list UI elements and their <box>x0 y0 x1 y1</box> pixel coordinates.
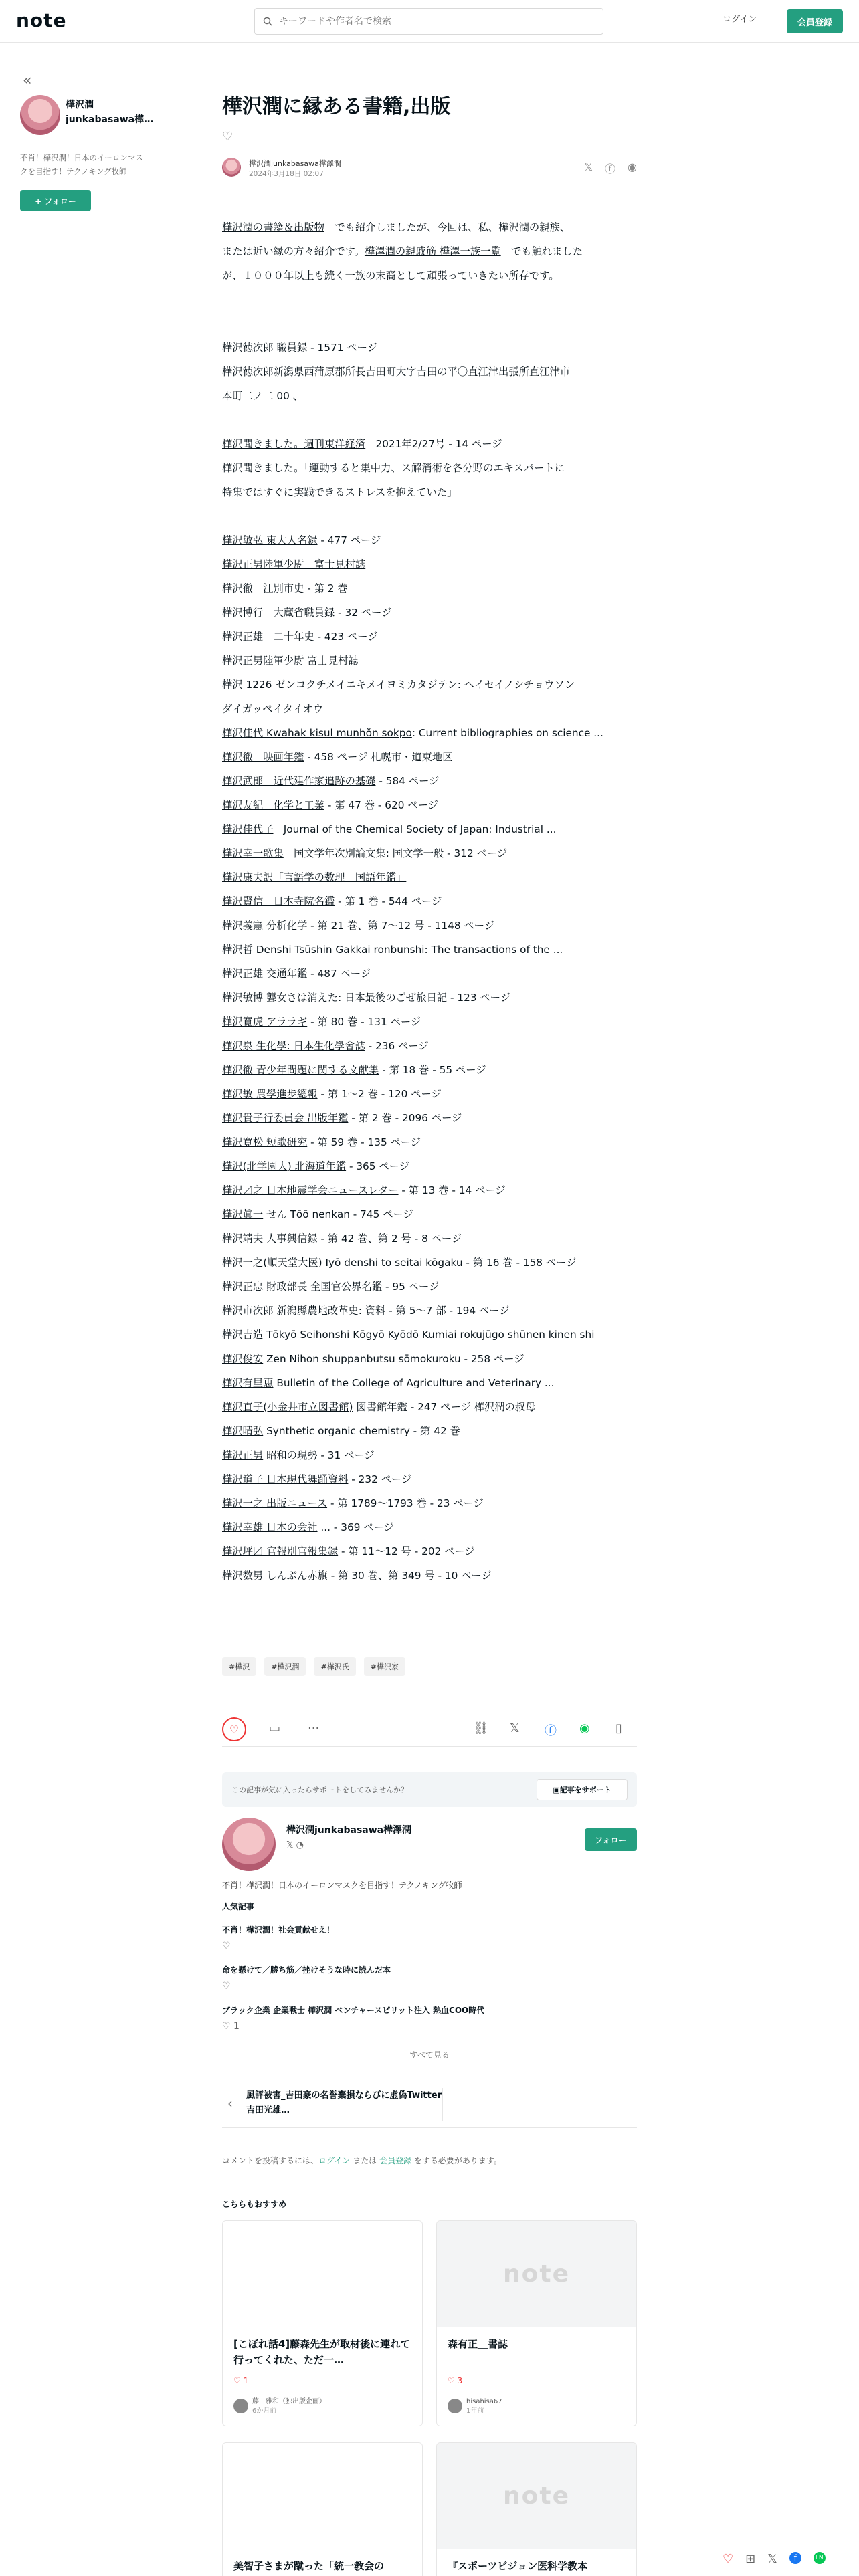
article-title: 樺沢潤に縁ある書籍,出版 <box>222 95 451 118</box>
popular-item[interactable] <box>222 2004 637 2044</box>
book-entry <box>222 769 637 793</box>
search-box[interactable] <box>254 8 603 35</box>
rss-icon[interactable]: ◔ <box>296 1840 304 1850</box>
book-entry <box>222 1034 637 1058</box>
popular-item-title[interactable]: ブラック企業 企業戦士 樺沢潤 ベンチャースピリット注入 熱血COO時代 <box>222 2006 485 2015</box>
book-meta: - 第 13 巻 - 14 ページ <box>398 1184 506 1196</box>
card-author-name[interactable]: hisahisa67 <box>466 2398 502 2405</box>
author-avatar[interactable] <box>20 95 60 135</box>
x-share-icon[interactable]: 𝕏 <box>510 1721 520 1735</box>
intro-link-2[interactable]: 樺澤潤の親戚筋 樺澤一族一覧 <box>364 245 501 257</box>
book-entry <box>222 1058 637 1082</box>
book-entry <box>222 1154 637 1178</box>
chevron-left-icon: ‹ <box>227 2095 233 2111</box>
book-entry <box>222 697 637 721</box>
book-meta: - 423 ページ <box>314 631 378 643</box>
book-meta: - 32 ページ <box>335 607 392 619</box>
book-meta: - 第 59 巻 - 135 ページ <box>307 1136 421 1148</box>
book-entry <box>222 889 637 914</box>
site-header <box>0 0 859 43</box>
book-entry <box>222 986 637 1010</box>
intro-link-1[interactable]: 樺沢潤の書籍＆出版物 <box>222 221 324 233</box>
hashtag[interactable]: #樺沢氏 <box>314 1657 355 1676</box>
card-author-avatar <box>233 2399 248 2413</box>
collapse-sidebar-icon[interactable]: « <box>23 72 32 89</box>
book-meta: - 第 18 巻 - 55 ページ <box>379 1064 486 1076</box>
line-share-icon[interactable]: ◉ <box>579 1721 590 1735</box>
book-meta: : 資料 - 第 5〜7 部 - 194 ページ <box>358 1305 510 1317</box>
book-link[interactable]: 樺沢直子(小金井市立図書館) <box>222 1401 353 1413</box>
book-link[interactable]: 樺沢靖夫 人事興信録 <box>222 1232 318 1245</box>
popular-item[interactable] <box>222 1924 637 1964</box>
book-entry <box>222 1564 637 1588</box>
book-link[interactable]: 樺沢正雄 二十年史 <box>222 631 314 643</box>
book-link[interactable]: 樺沢幸雄 日本の会社 <box>222 1521 318 1533</box>
recommend-heading: こちらもおすすめ <box>222 2187 637 2207</box>
link-icon[interactable]: ⛓ <box>474 1721 489 1735</box>
book-entry <box>222 1347 637 1371</box>
heart-icon[interactable]: ♡ <box>222 130 233 144</box>
byline <box>222 156 637 183</box>
magazine-icon[interactable]: ⊞ <box>745 2552 756 2566</box>
support-text: この記事が気に入ったらサポートをしてみませんか？ <box>231 1786 408 1794</box>
facebook-share-icon[interactable]: f <box>789 2552 801 2564</box>
author-name-line2: junkabasawa樺… <box>66 114 154 125</box>
book-entry <box>222 841 637 865</box>
like-button[interactable]: ♡ <box>222 1717 246 1741</box>
follow-button[interactable]: + フォロー <box>20 190 91 211</box>
card-likes: ♡ 3 <box>448 2376 463 2385</box>
article-body <box>222 215 637 1588</box>
comment-text: または <box>350 2156 380 2165</box>
author-bio: 不肖！樺沢潤！日本のイーロンマスクを目指す！テクノキング牧師 <box>20 153 143 176</box>
book-meta: - 第 80 巻 - 131 ページ <box>307 1016 421 1028</box>
book-link[interactable]: 樺沢幸一歌集 <box>222 847 284 859</box>
card-author <box>437 2385 636 2426</box>
book-link[interactable]: 樺沢康夫訳「言語学の数理 国語年鑑」 <box>222 871 407 883</box>
comment-icon[interactable]: ▭ <box>269 1721 281 1735</box>
book-link[interactable]: 樺沢貴子行委員会 出版年鑑 <box>222 1112 349 1124</box>
comment-signup-link[interactable]: 会員登録 <box>379 2156 412 2165</box>
book-link[interactable]: 樺沢正男陸軍少尉 富士見村誌 <box>222 655 359 667</box>
book-meta: 2021年2/27号 - 14 ページ <box>365 438 502 450</box>
gift-icon: ▣ <box>553 1785 560 1794</box>
book-link[interactable]: 樺沢賢信 日本寺院名鑑 <box>222 895 335 907</box>
book-link[interactable]: 樺沢寛虎 アララギ <box>222 1016 308 1028</box>
book-link[interactable]: 樺沢正男陸軍少尉 富士見村誌 <box>222 558 366 570</box>
author-name-line1: 樺沢潤 <box>66 100 94 110</box>
previous-article[interactable] <box>222 2080 637 2128</box>
book-link[interactable]: 樺沢徹 江別市史 <box>222 582 304 595</box>
book-desc: 樺沢聞きました。「運動すると集中力、ス解消術を各分野のエキスパートに <box>222 462 565 474</box>
book-desc: 樺沢徳次郎新潟県西蒲原郡所長吉田町大字吉田の平〇直江津出張所直江津市 <box>222 366 571 378</box>
login-link[interactable]: ログイン <box>723 15 757 25</box>
book-link[interactable]: 樺沢眞一 <box>222 1208 264 1220</box>
intro-text-2: または近い縁の方々紹介です。 <box>222 245 365 257</box>
book-meta: - 123 ページ <box>447 992 511 1004</box>
book-desc: 本町二ノ二 00 、 <box>222 390 303 402</box>
book-entry <box>222 1010 637 1034</box>
heart-icon[interactable]: ♡ <box>222 1941 231 1951</box>
heart-icon[interactable]: ♡ 1 <box>222 2021 240 2032</box>
hashtag[interactable]: #樺沢潤 <box>264 1657 306 1676</box>
book-meta: - 第 1〜2 巻 - 120 ページ <box>317 1088 442 1100</box>
recommend-card[interactable] <box>222 2220 423 2426</box>
card-thumbnail <box>223 2443 422 2549</box>
book-meta: : Current bibliographies on science ... <box>411 727 603 739</box>
book-entry <box>222 938 637 962</box>
more-icon[interactable]: ··· <box>308 1721 320 1735</box>
book-link[interactable]: 樺沢一之(順天堂大医) <box>222 1257 322 1269</box>
book-entry <box>222 673 637 697</box>
see-all-link[interactable]: すべて見る <box>409 2050 450 2060</box>
like-count: 1 <box>233 2021 240 2032</box>
previous-article-title[interactable]: 風評被害_吉田豪の名誉棄損ならびに虚偽Twitter吉田光雄… <box>242 2088 443 2121</box>
book-link[interactable]: 樺沢一之 出版ニュース <box>222 1497 328 1509</box>
book-entry <box>222 601 637 625</box>
book-meta: - 477 ページ <box>317 534 381 546</box>
book-meta: 昭和の現勢 - 31 ページ <box>263 1449 375 1461</box>
book-link[interactable]: 樺沢正忠 財政部長 全国官公界名鑑 <box>222 1281 383 1293</box>
book-meta: Bulletin of the College of Agriculture and Veterinary ... <box>273 1377 555 1389</box>
book-entry <box>222 1371 637 1395</box>
book-link[interactable]: 樺沢哲 <box>222 944 253 956</box>
book-link[interactable]: 樺沢徹 映画年鑑 <box>222 751 304 763</box>
book-link[interactable]: 樺沢数男 しんぶん赤旗 <box>222 1570 328 1582</box>
book-list <box>222 528 637 1588</box>
comment-login-link[interactable]: ログイン <box>318 2156 351 2165</box>
book-meta: Journal of the Chemical Society of Japan: Industrial ... <box>273 823 557 835</box>
book-link[interactable]: 樺沢聞きました。週刊東洋経済 <box>222 438 366 450</box>
book-link[interactable]: 樺沢正雄 交通年鑑 <box>222 968 308 980</box>
book-link[interactable]: 樺沢徹 青少年問題に関する文献集 <box>222 1064 379 1076</box>
book-meta: - 第 2 巻 - 2096 ページ <box>348 1112 462 1124</box>
book-entry <box>222 625 637 649</box>
book-link[interactable]: 樺沢吉造 <box>222 1329 264 1341</box>
book-link[interactable]: 樺沢敏博 聾女さは消えた: 日本最後のごぜ旅日記 <box>222 992 448 1004</box>
book-meta: ダイガッペイタイオウ <box>222 703 324 715</box>
book-link[interactable]: 樺沢道子 日本現代舞踊資料 <box>222 1473 349 1485</box>
book-link[interactable]: 樺沢義憲 分析化学 <box>222 920 308 932</box>
book-link[interactable]: 樺沢佳代 Kwahak kisul munhŏn sokpo <box>222 727 412 739</box>
book-meta: Iyō denshi to seitai kōgaku - 第 16 巻 - 158 ページ <box>322 1257 577 1269</box>
floating-share-bar <box>723 2552 826 2566</box>
book-entry <box>222 528 637 552</box>
book-entry <box>222 1299 637 1323</box>
hashtag[interactable]: #樺沢家 <box>364 1657 405 1676</box>
popular-articles <box>222 1901 637 2044</box>
book-link[interactable]: 樺沢寛松 短歌研究 <box>222 1136 308 1148</box>
book-entry <box>222 817 637 841</box>
card-author <box>223 2385 422 2426</box>
recommend-card[interactable] <box>436 2442 637 2576</box>
book-desc: 特集ではすぐに実践できるストレスを抱えていた」 <box>222 486 458 498</box>
book-meta: - 365 ページ <box>346 1160 409 1172</box>
card-title[interactable]: 美智子さまが蹴った「統一教会の <box>233 2560 385 2572</box>
popular-item-title[interactable]: 不肖！樺沢潤！社会貢献せえ！ <box>222 1925 335 1935</box>
book-meta: - 232 ページ <box>348 1473 412 1485</box>
comment-notice <box>222 2155 502 2166</box>
heart-icon[interactable]: ♡ <box>222 1981 231 1992</box>
book-meta: 図書館年鑑 - 247 ページ 樺沢潤の叔母 <box>353 1401 536 1413</box>
book-meta: ゼンコクチメイエキメイヨミカタジテン: ヘイセイノシチョウソン <box>272 679 575 691</box>
card-time: 6か月前 <box>252 2407 277 2415</box>
book-meta: - 第 2 巻 <box>304 582 348 595</box>
creator-bio: 不肖！樺沢潤！日本のイーロンマスクを目指す！テクノキング牧師 <box>222 1881 462 1890</box>
book-entry <box>222 1323 637 1347</box>
book-entry <box>222 865 637 889</box>
popular-item-title[interactable]: 命を懸けて／勝ち筋／挫けそうな時に読んだ本 <box>222 1965 391 1975</box>
card-thumbnail <box>223 2221 422 2327</box>
book-link[interactable]: 樺沢佳代子 <box>222 823 274 835</box>
comment-text: コメントを投稿するには、 <box>222 2156 319 2165</box>
recommend-card[interactable] <box>222 2442 423 2576</box>
creator-social-icons <box>286 1840 304 1850</box>
book-link[interactable]: 樺沢市次郎 新潟縣農地改革史 <box>222 1305 359 1317</box>
book-link[interactable]: 樺沢武郎 近代建作家追跡の基礎 <box>222 775 376 787</box>
card-title[interactable]: [こぼれ話4]藤森先生が取材後に連れて行ってくれた、ただ一… <box>233 2338 411 2366</box>
book-meta: - 1571 ページ <box>307 342 377 354</box>
book-entry <box>222 1178 637 1202</box>
book-entry <box>222 1539 637 1564</box>
book-entry <box>222 1443 637 1467</box>
card-thumbnail-placeholder: note <box>437 2443 636 2549</box>
book-link[interactable]: 樺沢泉 生化學: 日本生化學會誌 <box>222 1040 365 1052</box>
support-button[interactable] <box>537 1779 628 1800</box>
book-link[interactable]: 樺沢晴弘 <box>222 1425 264 1437</box>
book-meta: - 487 ページ <box>307 968 371 980</box>
hashtag[interactable]: #樺沢 <box>222 1657 256 1676</box>
card-title[interactable]: 森有正＿書誌 <box>448 2338 508 2350</box>
book-entry <box>222 1106 637 1130</box>
book-entry <box>222 962 637 986</box>
book-link[interactable]: 樺沢敏 農學進歩總報 <box>222 1088 318 1100</box>
book-meta: - 第 11〜12 号 - 202 ページ <box>338 1545 475 1558</box>
book-meta: - 第 21 巻、第 7〜12 号 - 1148 ページ <box>307 920 495 932</box>
book-link[interactable]: 樺沢敏弘 東大人名録 <box>222 534 318 546</box>
book-meta: ... - 369 ページ <box>317 1521 394 1533</box>
book-entry <box>222 1226 637 1251</box>
card-author-name[interactable]: 藤 雅和（独出版企画） <box>252 2398 326 2405</box>
signup-button[interactable]: 会員登録 <box>787 9 843 33</box>
search-icon <box>263 17 272 26</box>
book-entry <box>222 1491 637 1515</box>
card-likes: ♡ 1 <box>233 2376 249 2385</box>
bookmark-icon[interactable]: ▯ <box>615 1721 622 1735</box>
book-meta: - 第 1789〜1793 巻 - 23 ページ <box>327 1497 484 1509</box>
book-meta: 国文学年次別論文集: 国文学一般 - 312 ページ <box>283 847 508 859</box>
card-title[interactable]: 『スポーツビジョン医科学教本 <box>448 2560 588 2572</box>
book-meta: - 95 ページ <box>382 1281 440 1293</box>
line-share-icon[interactable]: ◉ <box>628 160 637 173</box>
book-entry <box>222 1467 637 1491</box>
book-block-1 <box>222 336 637 408</box>
byline-date: 2024年3月18日 02:07 <box>249 170 324 178</box>
book-link[interactable]: 樺沢 1226 <box>222 679 272 691</box>
book-meta: - 458 ページ 札幌市・道東地区 <box>304 751 453 763</box>
book-meta: せん Tōō nenkan - 745 ページ <box>263 1208 413 1220</box>
book-meta: Tōkyō Seihonshi Kōgyō Kyōdō Kumiai rokujūgo shūnen kinen shi <box>263 1329 595 1341</box>
book-entry <box>222 793 637 817</box>
facebook-share-icon[interactable]: ⓕ <box>605 163 616 175</box>
x-icon[interactable]: 𝕏 <box>286 1840 294 1850</box>
intro-text-4: が、１０００年以上も続く一族の末裔として頑張っていきたい所存です。 <box>222 270 559 282</box>
book-block-2 <box>222 432 637 504</box>
popular-heading: 人気記事 <box>222 1902 255 1911</box>
book-meta: - 第 30 巻、第 349 号 - 10 ページ <box>327 1570 492 1582</box>
popular-item[interactable] <box>222 1964 637 2004</box>
book-entry <box>222 1082 637 1106</box>
creator-follow-button[interactable]: フォロー <box>585 1828 637 1851</box>
recommend-card[interactable] <box>436 2220 637 2426</box>
author-name[interactable] <box>66 98 163 127</box>
byline-author[interactable]: 樺沢潤junkabasawa樺澤潤 <box>249 159 341 168</box>
book-meta: Zen Nihon shuppanbutsu sōmokuroku - 258 ページ <box>263 1353 524 1365</box>
facebook-share-icon[interactable]: ⓕ <box>545 1724 557 1738</box>
book-link[interactable]: 樺沢正男 <box>222 1449 264 1461</box>
search-input[interactable] <box>279 16 587 27</box>
book-link[interactable]: 樺沢有里恵 <box>222 1377 274 1389</box>
tag-list <box>222 1657 405 1676</box>
book-link[interactable]: 樺沢友紀 化学と工業 <box>222 799 324 811</box>
book-entry <box>222 1395 637 1419</box>
support-button-label: 記事をサポート <box>559 1786 611 1794</box>
book-entry <box>222 576 637 601</box>
book-entry <box>222 1202 637 1226</box>
book-entry <box>222 1515 637 1539</box>
comment-text: をする必要があります。 <box>411 2156 502 2165</box>
book-link[interactable]: 樺沢俊安 <box>222 1353 264 1365</box>
intro-text-3: でも触れました <box>500 245 583 257</box>
x-share-icon[interactable]: 𝕏 <box>584 160 593 173</box>
book-link[interactable]: 樺沢坪〼 官報別官報集録 <box>222 1545 339 1558</box>
book-meta: - 第 47 巻 - 620 ページ <box>324 799 438 811</box>
book-entry <box>222 1419 637 1443</box>
book-meta: - 584 ページ <box>375 775 440 787</box>
support-box <box>222 1772 637 1807</box>
book-entry <box>222 552 637 576</box>
book-entry <box>222 745 637 769</box>
book-meta: - 236 ページ <box>365 1040 429 1052</box>
book-link[interactable]: 樺沢博行 大蔵省職員録 <box>222 607 335 619</box>
action-bar <box>222 1717 637 1747</box>
card-time: 1年前 <box>466 2407 484 2415</box>
creator-name[interactable]: 樺沢潤junkabasawa樺澤潤 <box>286 1825 412 1836</box>
book-entry <box>222 1251 637 1275</box>
book-meta: Denshi Tsūshin Gakkai ronbunshi: The transactions of the ... <box>252 944 563 956</box>
note-logo[interactable]: note <box>16 9 67 31</box>
book-link[interactable]: 樺沢〼之 日本地震学会ニュースレター <box>222 1184 399 1196</box>
heart-icon[interactable]: ♡ <box>723 2552 734 2566</box>
byline-avatar[interactable] <box>222 158 241 177</box>
book-meta: Synthetic organic chemistry - 第 42 巻 <box>263 1425 460 1437</box>
book-entry <box>222 1275 637 1299</box>
intro-text-1: でも紹介しましたが、今回は、私、樺沢潤の親族、 <box>324 221 571 233</box>
book-entry <box>222 721 637 745</box>
line-share-icon[interactable]: LN <box>814 2552 826 2564</box>
book-meta: - 第 42 巻、第 2 号 - 8 ページ <box>317 1232 462 1245</box>
x-share-icon[interactable]: 𝕏 <box>767 2552 777 2566</box>
intro-paragraph <box>222 215 637 288</box>
book-entry <box>222 914 637 938</box>
card-author-avatar <box>448 2399 462 2413</box>
book-entry <box>222 649 637 673</box>
share-icons <box>584 160 637 176</box>
book-link[interactable]: 樺沢(北学園大) 北海道年鑑 <box>222 1160 347 1172</box>
book-entry <box>222 1130 637 1154</box>
card-thumbnail-placeholder: note <box>437 2221 636 2327</box>
book-meta: - 第 1 巻 - 544 ページ <box>335 895 442 907</box>
creator-profile <box>222 1818 637 1905</box>
creator-avatar[interactable] <box>222 1818 276 1871</box>
book-link[interactable]: 樺沢徳次郎 職員録 <box>222 342 308 354</box>
